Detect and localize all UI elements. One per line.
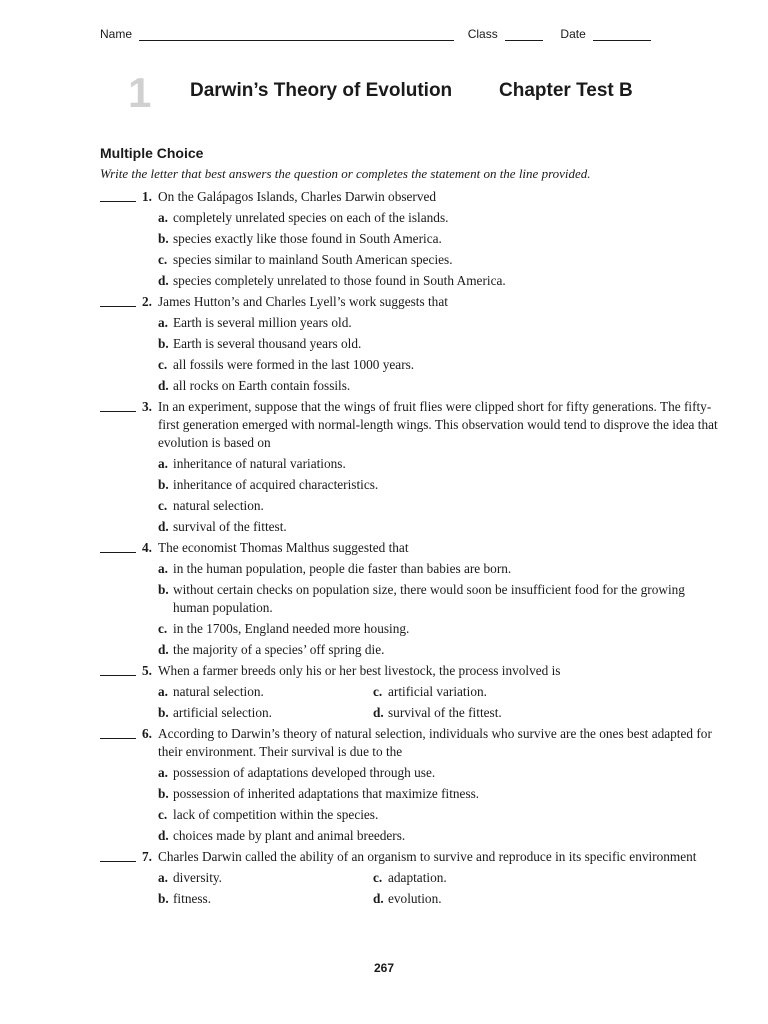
question-stem: When a farmer breeds only his or her best livestock, the process involved is — [158, 663, 561, 678]
page-number: 267 — [373, 961, 395, 975]
option-b: b. artificial selection. — [158, 705, 272, 720]
chapter-number: 1 — [128, 69, 152, 116]
option-a: a. natural selection. — [158, 684, 264, 699]
question-number: 1. — [142, 189, 152, 204]
option-d: d. survival of the fittest. — [373, 705, 502, 720]
option-c: c. in the 1700s, England needed more housing. — [158, 621, 410, 636]
student-info-header — [100, 27, 660, 45]
question-stem: On the Galápagos Islands, Charles Darwin observed — [158, 189, 437, 204]
answer-blank[interactable] — [100, 188, 136, 202]
option-b: b. inheritance of acquired characteristics. — [158, 477, 379, 492]
option-d: d. survival of the fittest. — [158, 519, 287, 534]
option-a: a. diversity. — [158, 870, 222, 885]
name-field[interactable] — [139, 28, 454, 41]
question-number: 7. — [142, 849, 152, 864]
option-b: b. without certain checks on population size, there would soon be insufficient food for the growing human population. — [158, 582, 685, 615]
question-list — [100, 188, 720, 911]
question-number: 4. — [142, 540, 152, 555]
option-c: c. lack of competition within the species. — [158, 807, 379, 822]
option-a: a. possession of adaptations developed through use. — [158, 765, 436, 780]
option-b: b. possession of inherited adaptations that maximize fitness. — [158, 786, 480, 801]
answer-blank[interactable] — [100, 539, 136, 553]
class-field[interactable] — [505, 28, 543, 41]
question-stem: The economist Thomas Malthus suggested that — [158, 540, 409, 555]
option-c: c. all fossils were formed in the last 1000 years. — [158, 357, 415, 372]
question-stem: According to Darwin’s theory of natural selection, individuals who survive are the ones best adapted for their environment. Their survival is due to the — [158, 726, 712, 759]
answer-blank[interactable] — [100, 848, 136, 862]
question-4 — [100, 539, 720, 659]
answer-blank[interactable] — [100, 398, 136, 412]
section-heading: Multiple Choice — [100, 145, 204, 161]
question-3 — [100, 398, 720, 536]
date-label: Date — [560, 27, 586, 41]
option-c: c. artificial variation. — [373, 684, 487, 699]
option-a: a. inheritance of natural variations. — [158, 456, 346, 471]
question-number: 5. — [142, 663, 152, 678]
question-5 — [100, 662, 720, 722]
option-c: c. adaptation. — [373, 870, 447, 885]
question-2 — [100, 293, 720, 395]
option-b: b. Earth is several thousand years old. — [158, 336, 362, 351]
option-a: a. Earth is several million years old. — [158, 315, 352, 330]
test-label: Chapter Test B — [499, 80, 633, 101]
question-stem: In an experiment, suppose that the wings of fruit flies were clipped short for fifty generations. The fifty-first generation emerged with normal-length wings. This observation would tend to disprove the idea that evolution is based on — [158, 399, 718, 450]
class-label: Class — [467, 27, 498, 41]
question-number: 2. — [142, 294, 152, 309]
option-a: a. in the human population, people die faster than babies are born. — [158, 561, 512, 576]
option-d: d. all rocks on Earth contain fossils. — [158, 378, 351, 393]
question-1 — [100, 188, 720, 290]
question-stem: James Hutton’s and Charles Lyell’s work suggests that — [158, 294, 448, 309]
option-c: c. natural selection. — [158, 498, 264, 513]
option-a: a. completely unrelated species on each of the islands. — [158, 210, 449, 225]
question-number: 3. — [142, 399, 152, 414]
question-number: 6. — [142, 726, 152, 741]
option-d: d. species completely unrelated to those found in South America. — [158, 273, 506, 288]
option-c: c. species similar to mainland South American species. — [158, 252, 453, 267]
page-title: Darwin’s Theory of Evolution — [190, 80, 453, 101]
option-b: b. species exactly like those found in South America. — [158, 231, 442, 246]
answer-blank[interactable] — [100, 725, 136, 739]
option-d: d. evolution. — [373, 891, 442, 906]
name-label: Name — [100, 27, 133, 41]
answer-blank[interactable] — [100, 662, 136, 676]
answer-blank[interactable] — [100, 293, 136, 307]
question-6 — [100, 725, 720, 845]
question-stem: Charles Darwin called the ability of an organism to survive and reproduce in its specific environment — [158, 849, 697, 864]
option-b: b. fitness. — [158, 891, 212, 906]
date-field[interactable] — [593, 28, 651, 41]
option-d: d. the majority of a species’ off spring die. — [158, 642, 385, 657]
question-7 — [100, 848, 720, 908]
instructions: Write the letter that best answers the question or completes the statement on the line provided. — [100, 166, 591, 181]
option-d: d. choices made by plant and animal breeders. — [158, 828, 406, 843]
